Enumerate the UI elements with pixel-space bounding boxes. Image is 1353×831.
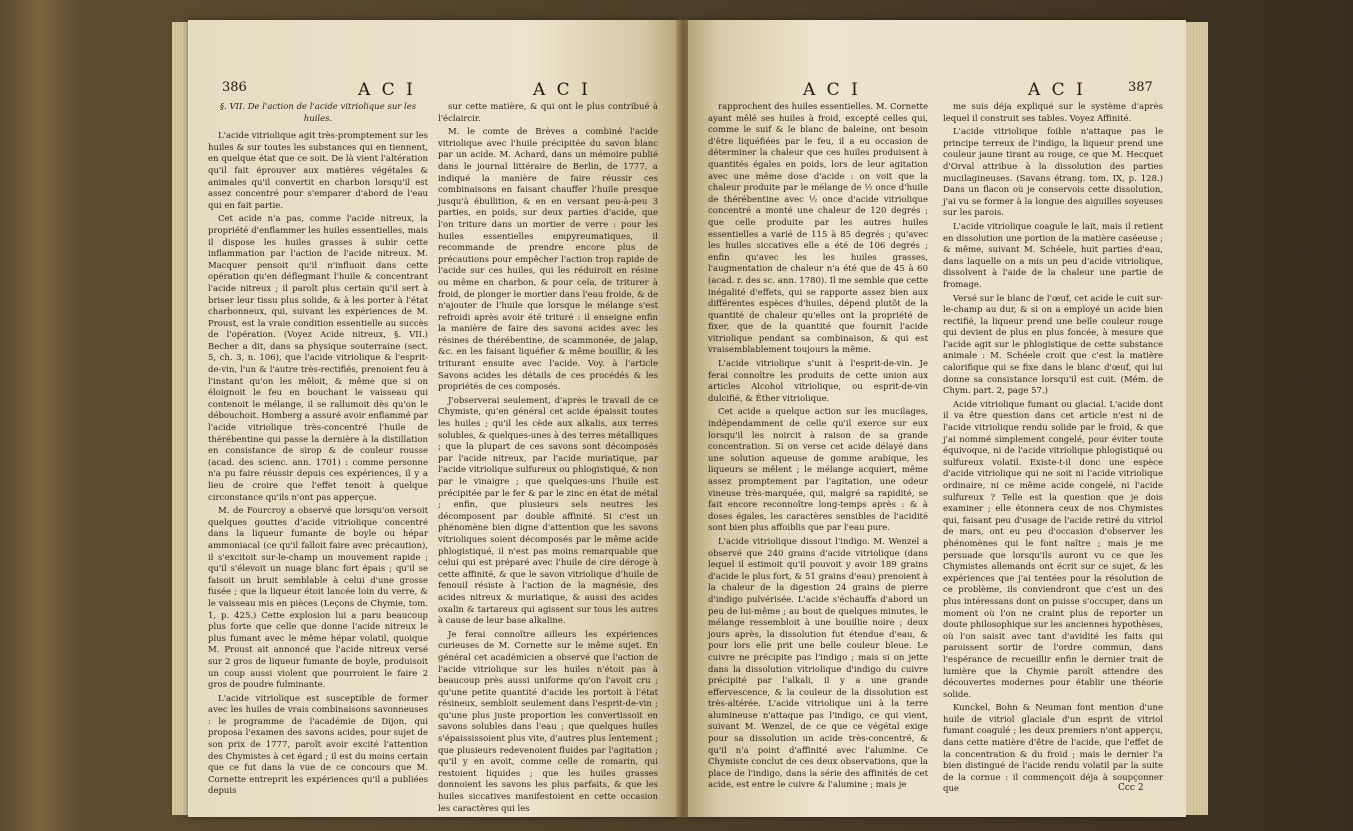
paragraph: Acide vitriolique fumant ou glacial. L'acide dont il va être question dans cet article n'est ni de l'acide vitriolique rendu solide par le froid, & que j'ai nommé simplement congelé, pour éviter toute équivoque, ni de l'acide vitriolique phlogistiqué ou sulfureux volatil. Existe-t-il donc une espèce d'acide vitriolique qui ne soit ni l'acide vitriolique ordinaire, ni ce même acide congelé, ni l'acide sulfureux ? Telle est la question que je dois examiner ; elle étonnera ceux de nos Chymistes qui, faisant peu d'usage de l'acide retiré du vitriol de mars, ont eu peu d'occasion d'observer les phénomènes qui le font naître ; mais je me persuade que lorsqu'ils auront vu ce que les Chymistes allemands ont écrit sur ce sujet, & les expériences que j'ai tentées pour la résolution de ce problème, ils conviendront que c'est un des plus intéressans dont on puisse s'occuper, dans un moment où l'on ne craint plus de reporter un doute philosophique sur les anciennes hypothèses, où l'on saisit avec tant d'avidité les faits qui paroissent sortir de l'ordre commun, dans l'espérance de recueillir enfin le dernier trait de lumière que la Chymie paroît attendre des découvertes modernes pour établir une théorie solide. [943, 399, 1163, 700]
running-header: A C I [1028, 80, 1086, 100]
page-number: 386 [222, 80, 247, 95]
paragraph: Cet acide n'a pas, comme l'acide nitreux, la propriété d'enflammer les huiles essentielles, mais il dispose les huiles grasses à subir cette inflammation par l'action de l'acide nitreux. M. Macquer pensoit qu'il n'influoit dans cette opération qu'en déflegmant l'huile & concentrant l'acide nitreux ; il paroît plus certain qu'il sert à briser leur tissu plus solide, & à les porter à l'état charbonneux, qui, suivant les expériences de M. Proust, est la vraie condition essentielle au succès de l'opération. (Voyez Acide nitreux, §. VII.) Becher a dit, dans sa physique souterraine (sect. 5, ch. 3, n. 106), que l'acide vitriolique & l'esprit-de-vin, l'un & l'autre très-rectifiés, prenoient feu à l'instant qu'on les mêloit, & même que si on éloignoit le feu en bouchant le vaisseau qui contenoit le mélange, il se rallumoit dès qu'on le débouchoit. Homberg a assuré avoir enflammé par l'acide vitriolique très-concentré l'huile de thérébentine qui passe la dernière à la distillation en consistance de sirop & de couleur rousse (acad. des scienc. ann. 1701) : comme personne n'a pu faire réussir depuis ces expériences, il y a lieu de croire que l'effet tenoit à quelque circonstance qu'ils n'ont pas apperçue. [208, 214, 428, 503]
left-page [188, 20, 678, 817]
paragraph: M. de Fourcroy a observé que lorsqu'on versoit quelques gouttes d'acide vitriolique concentré dans la liqueur fumante de boyle ou hépar ammoniacal (ce qu'il falloit faire avec précaution), il s'excitoit sur-le-champ un mouvement rapide ; qu'il s'élevoit un nuage blanc fort épais ; qu'il se faisoit un bruit semblable à celui d'une grosse fusée ; que la liqueur étoit lancée loin du verre, & le vaisseau mis en pièces (Leçons de Chymie, tom. 1, p. 425.) Cette explosion lui a paru beaucoup plus forte que celle que donne l'acide nitreux le plus fumant avec le même hépar volatil, quoique M. Proust ait annoncé que l'acide nitreux versé sur 2 gros de liqueur fumante de boyle, produisoit un coup aussi violent que pourroient le faire 2 gros de poudre fulminante. [208, 506, 428, 691]
section-title: §. VII. De l'action de l'acide vitriolique sur les huiles. [219, 102, 417, 124]
paragraph: M. le comte de Brèves a combiné l'acide vitriolique avec l'huile précipitée du savon blanc par un acide. M. Achard, dans un mémoire publié dans le journal littéraire de Berlin, de 1777, a indiqué la manière de faire réussir ces combinaisons en faisant chauffer l'huile presque jusqu'à ébullition, & en en versant peu-à-peu 3 parties, en poids, sur deux parties d'acide, que l'on triture dans un mortier de verre : pour les huiles essentielles empyreumatiques, il recommande de prendre encore plus de précautions pour empêcher l'action trop rapide de l'acide sur ces huiles, qui les réduiroit en résine ou même en charbon, & pour cela, de triturer à froid, de plonger le mortier dans l'eau froide, & de n'ajouter de l'huile que lorsque le mélange s'est refroidi après avoir été trituré : il enseigne enfin la manière de faire des savons acides avec les résines de thérébentine, de scammonée, de jalap, &c. en les faisant liquéfier & même bouillir, & les triturant ensuite avec l'acide. Voy. à l'article Savons acides les détails de ces procédés & les propriétés de ces composés. [438, 127, 658, 393]
text-column-1 [708, 102, 928, 797]
paragraph: Kunckel, Bohn & Neuman font mention d'une huile de vitriol glaciale d'un esprit de vitriol fumant coagulé ; les deux premiers n'ont apperçu, dans cette matière d'être de l'acide, que l'effet de la concentration & du froid ; mais le dernier l'a bien distingué de l'acide rendu volatil par la suite de la cornue : il commençoit déja à soupçonner que [943, 703, 1163, 795]
paragraph: L'acide vitriolique dissout l'indigo. M. Wenzel a observé que 240 grains d'acide vitriolique (dans lequel il estimoit qu'il pouvoit y avoir 189 grains d'acide le plus fort, & 51 grains d'eau) prenoient à la chaleur de la digestion 24 grains de pierre d'indigo pulvérisée. L'acide s'échauffa d'abord un peu de lui-même ; au bout de quelques minutes, le mélange ressembloit à une bouillie noire ; deux jours après, la dissolution fut étendue d'eau, & pour lors elle prit une belle couleur bleue. Le cuivre ne précipite pas l'indigo ; mais si on jette dans la dissolution vitriolique d'indigo du cuivre précipité par l'alkali, il y a une grande effervescence, & la couleur de la dissolution est très-altérée. L'acide vitriolique uni à la terre alumineuse n'attaque pas l'indigo, ce qui vient, suivant M. Wenzel, de ce que ce végétal exige pour sa dissolution un acide très-concentré, & qu'il n'a point d'affinité avec l'alumine. Ce Chymiste conclut de ces deux observations, que la place de l'indigo, dans la série des affinités de cet acide, est entre le cuivre & l'alumine ; mais je [708, 536, 928, 791]
running-header-left: A C I [803, 80, 861, 100]
paragraph: Versé sur le blanc de l'œuf, cet acide le cuit sur-le-champ au dur, & si on a employé un acide bien rectifié, la liqueur prend une belle couleur rouge qui devient de plus en plus foncée, à mesure que l'acide agit sur le phlogistique de cette substance animale : M. Schéele croit que c'est la matière calorifique qui se fixe dans le blanc d'œuf, qui lui donne sa consistance lorsqu'il est cuit. (Mém. de Chym. part. 2, page 57.) [943, 293, 1163, 397]
paragraph: L'acide vitriolique foible n'attaque pas le principe terreux de l'indigo, la liqueur prend une couleur jaune tirant au rouge, ce que M. Hecquet d'Orval attribue à la dissolution des parties mucilagineuses. (Savans étrang. tom. IX, p. 128.) Dans un flacon où je conservois cette dissolution, j'ai vu se former à la longue des aiguilles soyeuses sur les parois. [943, 127, 1163, 219]
paragraph: L'acide vitriolique est susceptible de former avec les huiles de vrais combinaisons savonneuses : le programme de l'académie de Dijon, qui proposa l'examen des savons acides, pour sujet de son prix de 1777, paroît avoir excité l'attention des Chymistes à cet égard ; il est du moins certain que ce fut dans la vue de ce concours que M. Cornette entreprit les expériences qu'il a publiées depuis [208, 693, 428, 797]
paragraph: J'observerai seulement, d'après le travail de ce Chymiste, qu'en général cet acide épaissit toutes les huiles ; qu'il les cède aux alkalis, aux terres solubles, & quelques-unes à des terres métalliques ; que la plupart de ces savons sont décomposés par l'acide nitreux, par l'acide muriatique, par l'acide vitriolique sulfureux ou phlogistiqué, & non par le vinaigre ; que quelques-uns l'huile est précipitée par le fer & par le zinc en état de métal ; enfin, que plusieurs sels neutres les décomposent par double affinité. Si c'est un phénomène bien digne d'attention que les savons vitrioliques soient décomposés par le même acide phlogistiqué, il n'est pas moins remarquable que celui qui est préparé avec l'huile de cire déroge à cette affinité, & que le savon vitriolique d'huile de fenouil résiste à l'action de la magnésie, des acides nitreux & muriatique, & aussi des acides oxalin & tartareux qui agissent sur tous les autres à cause de leur base alkaline. [438, 395, 658, 627]
page-number: 387 [1128, 80, 1153, 95]
page-edges-left [172, 22, 188, 815]
paragraph: rapprochent des huiles essentielles. M. Cornette ayant mêlé ses huiles à froid, excepté celles qui, comme le suif & le blanc de baleine, ont besoin d'être liquéfiées par le feu, il a eu occasion de déterminer la chaleur que ces huiles produisent à quantités égales en poids, lors de leur agitation avec une même dose d'acide : on voit que la chaleur produite par le mélange de ½ once d'huile de thérébentine avec ½ once d'acide vitriolique concentré a monté une chaleur de 120 degrés ; que celle produite par les autres huiles essentielles a varié de 115 à 85 degrés ; qu'avec les huiles siccatives elle a été de 106 degrés ; enfin qu'avec les les huiles grasses, l'augmentation de chaleur n'a été que de 45 à 60 (acad. r. des sc. ann. 1780). Il me semble que cette inégalité d'effets, qui se rapporte assez bien aux différentes espèces d'huiles, dépend plutôt de la quantité de chaleur qu'elles ont la propriété de fixer, que de la quantité que fournit l'acide vitriolique pendant sa combinaison, & qui est vraisemblablement toujours la même. [708, 102, 928, 356]
running-header-right: A C I [533, 80, 591, 100]
paragraph: L'acide vitriolique coagule le lait, mais il retient en dissolution une portion de la matière caséeuse ; & même, suivant M. Schéele, huit parties d'eau, dans laquelle on a mis un peu d'acide vitriolique, dissolvent à l'aide de la chaleur une partie de fromage. [943, 221, 1163, 290]
paragraph: Cet acide a quelque action sur les mucilages, indépendamment de celle qu'il exerce sur eux lorsqu'il les noircit à raison de sa grande concentration. Si on verse cet acide délayé dans une solution aqueuse de gomme arabique, les liqueurs se mêlent ; le mélange acquiert, même assez promptement par l'agitation, une odeur vineuse très-marquée, qui, malgré sa rapidité, se fait encore reconnoître long-temps après : & à doses égales, les caractères sensibles de l'acidité sont bien plus affoiblis que par l'eau pure. [708, 407, 928, 534]
right-page [688, 20, 1186, 817]
paragraph: Je ferai connoître ailleurs les expériences curieuses de M. Cornette sur le même sujet. En général cet académicien a observé que l'action de l'acide vitriolique sur les huiles n'étoit pas à beaucoup près aussi uniforme qu'on l'avoit cru ; qu'une petite quantité d'acide les portoit à l'état résineux, sembloit seulement dans l'esprit-de-vin ; qu'une plus juste proportion les convertissoit en savons solubles dans l'eau ; que quelques huiles s'épaississoient plus vite, d'autres plus lentement ; que plusieurs redevenoient fluides par l'agitation ; qu'il y en avoit, comme celle de romarin, qui restoient liquides ; que les huiles grasses donnoient les savons les plus parfaits, & que les huiles siccatives manifestoient en cette occasion les caractères qui les [438, 629, 658, 814]
signature-mark: Ccc 2 [1118, 783, 1144, 793]
running-header: A C I [358, 80, 416, 100]
text-column-1 [208, 102, 428, 797]
page-edges-right [1186, 22, 1208, 815]
paragraph: L'acide vitriolique agit très-promptement sur les huiles & sur toutes les substances qui en tiennent, en quelque état que ce soit. De là vient l'altération qu'il fait éprouver aux matières végétales & animales qu'il convertit en charbon lorsqu'il est assez concentré pour s'emparer d'abord de l'eau qui en fait partie. [208, 131, 428, 211]
text-column-2 [438, 102, 658, 814]
paragraph: sur cette matière, & qui ont le plus contribué à l'éclaircir. [438, 102, 658, 124]
paragraph: L'acide vitriolique s'unit à l'esprit-de-vin. Je ferai connoître les produits de cette union aux articles Alcohol vitriolique, ou esprit-de-vin dulcifié, & Éther vitriolique. [708, 359, 928, 404]
paragraph: me suis déja expliqué sur le système d'après lequel il construit ses tables. Voyez Affinité. [943, 102, 1163, 124]
